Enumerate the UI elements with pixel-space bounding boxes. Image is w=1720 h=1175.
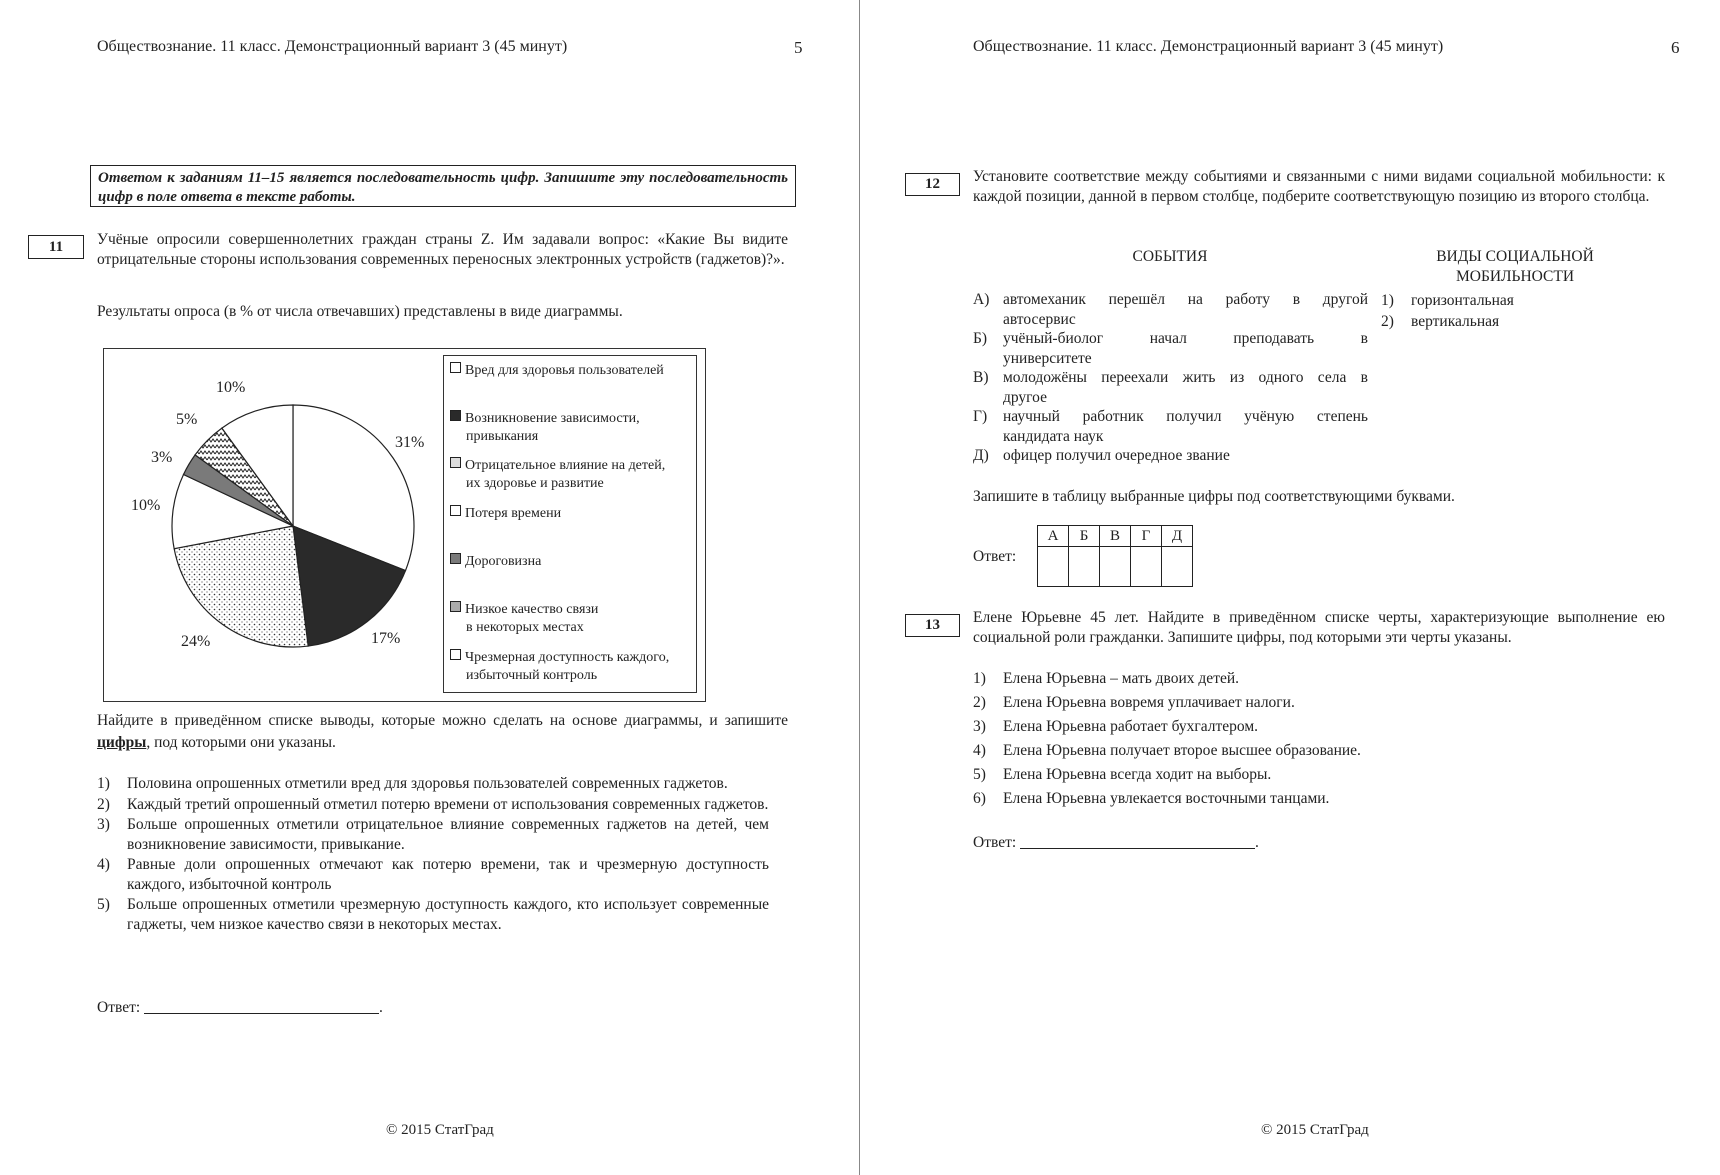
legend-swatch [450, 505, 461, 516]
answer-line[interactable] [1020, 834, 1255, 849]
item-text: Елена Юрьевна вовремя уплачивает налоги. [1003, 694, 1295, 711]
legend-swatch [450, 410, 461, 421]
legend-label: в некоторых местах [466, 620, 584, 635]
mobility-item [1381, 290, 1514, 311]
event-letter: Д) [973, 447, 989, 464]
answer-label: Ответ: [97, 999, 141, 1016]
item-number: 1) [97, 775, 110, 792]
legend-label: избыточный контроль [466, 668, 598, 683]
legend-label: их здоровье и развитие [466, 476, 604, 491]
list-item [973, 667, 1665, 691]
legend-label: Низкое качество связи [465, 602, 599, 617]
event-item [973, 446, 1368, 466]
mobility-list [1381, 290, 1514, 332]
legend-swatch [450, 649, 461, 660]
mobility-text: вертикальная [1411, 313, 1500, 330]
item-text: Елена Юрьевна получает второе высшее образование. [1003, 742, 1361, 759]
item-text: Елена Юрьевна работает бухгалтером. [1003, 718, 1259, 735]
pie-chart [103, 348, 443, 702]
table-header-cell: Б [1069, 526, 1100, 547]
table-instruction: Запишите в таблицу выбранные цифры под соответствующими буквами. [973, 488, 1455, 505]
table-header-cell: В [1100, 526, 1131, 547]
footer-copyright: © 2015 СтатГрад [386, 1122, 494, 1138]
legend-label: Отрицательное влияние на детей, [465, 458, 666, 473]
slice-label: 5% [176, 411, 198, 428]
mobility-header [1400, 247, 1630, 286]
slice-label: 3% [151, 449, 173, 466]
footer-copyright: © 2015 СтатГрад [1261, 1122, 1369, 1138]
event-letter: А) [973, 291, 990, 308]
events-header: СОБЫТИЯ [1132, 248, 1208, 265]
answer-label: Ответ: [973, 548, 1017, 565]
item-number: 3) [973, 718, 986, 735]
mobility-item [1381, 311, 1514, 332]
item-text: Половина опрошенных отметили вред для здоровья пользователей современных гаджетов. [127, 775, 728, 792]
list-item [97, 855, 769, 894]
answer-end: . [1255, 834, 1259, 851]
list-item [97, 795, 769, 815]
event-text: учёный-биолог начал преподавать в [1003, 330, 1368, 347]
legend-swatch [450, 553, 461, 564]
page-header: Обществознание. 11 класс. Демонстрационный вариант 3 (45 минут) [97, 38, 568, 55]
mobility-text: горизонтальная [1411, 292, 1514, 309]
answer-cell[interactable] [1038, 547, 1069, 587]
slice-label: 31% [395, 434, 425, 451]
table-header-cell: Д [1162, 526, 1193, 547]
legend-label: Чрезмерная доступность каждого, [465, 650, 670, 665]
answer-label: Ответ: [973, 834, 1017, 851]
legend-item [450, 505, 690, 523]
event-text: автосервис [1003, 310, 1076, 328]
task-number-box: 12 [905, 173, 960, 196]
legend-item [450, 362, 690, 380]
legend-item [450, 601, 690, 637]
list-item [973, 763, 1665, 787]
slice-label: 24% [181, 633, 211, 650]
item-number: 3) [97, 816, 110, 833]
legend-label: Дороговизна [465, 554, 542, 569]
legend-item [450, 649, 690, 685]
answer-cell[interactable] [1162, 547, 1193, 587]
answer-cell[interactable] [1069, 547, 1100, 587]
results-text: Результаты опроса (в % от числа отвечавших) представлены в виде диаграммы. [97, 303, 623, 320]
page-header: Обществознание. 11 класс. Демонстрационный вариант 3 (45 минут) [973, 38, 1444, 55]
item-text: Больше опрошенных отметили чрезмерную доступность каждого, кто использует современные гаджеты, чем низкое качество связи в некоторых местах. [127, 896, 769, 933]
options-list [973, 667, 1665, 811]
event-item [973, 329, 1368, 368]
page-number: 5 [794, 38, 803, 57]
legend-label: привыкания [466, 429, 539, 444]
events-list [973, 290, 1368, 466]
answer-line[interactable] [144, 999, 379, 1014]
slice-label: 17% [371, 630, 401, 647]
task-text: Учёные опросили совершеннолетних граждан страны Z. Им задавали вопрос: «Какие Вы видите отрицательные стороны использования современных переносных электронных устройств (гаджетов)?». [97, 231, 788, 268]
find-text-end: , под которыми они указаны. [146, 734, 336, 751]
legend-label: Потеря времени [465, 506, 562, 521]
answer-field[interactable] [973, 833, 1259, 853]
slice-label: 10% [216, 379, 246, 396]
item-number: 2) [97, 795, 110, 813]
event-item [973, 368, 1368, 407]
item-number: 4) [97, 856, 110, 873]
legend-swatch [450, 457, 461, 468]
event-letter: В) [973, 369, 989, 386]
list-item [97, 895, 769, 934]
answer-table [1037, 525, 1193, 587]
item-number: 4) [973, 742, 986, 759]
event-text: офицер получил очередное звание [1003, 447, 1230, 464]
find-bold: цифры [97, 734, 147, 751]
task-text: Елене Юрьевне 45 лет. Найдите в приведённом списке черты, характеризующие выполнение ею социальной роли гражданки. Запишите цифры, под которыми эти черты указаны. [973, 609, 1665, 646]
answer-end: . [379, 999, 383, 1016]
mobility-number: 1) [1381, 292, 1394, 309]
event-letter: Г) [973, 408, 988, 425]
event-text: молодожёны переехали жить из одного села в [1003, 369, 1368, 386]
list-item [973, 691, 1665, 715]
find-instruction [97, 710, 788, 754]
list-item [973, 787, 1665, 811]
task-text: Установите соответствие между событиями и связанными с ними видами социальной мобильности: к каждой позиции, данной в первом столбце, подберите соответствующую позицию из второго столбца. [973, 168, 1665, 205]
answer-cell[interactable] [1100, 547, 1131, 587]
event-text: автомеханик перешёл на работу в другой [1003, 291, 1368, 308]
slice-label: 10% [131, 497, 161, 514]
legend-swatch [450, 362, 461, 373]
item-number: 2) [973, 694, 986, 711]
list-item [97, 774, 769, 794]
mobility-header-line: МОБИЛЬНОСТИ [1455, 267, 1575, 285]
legend-item [450, 553, 690, 571]
legend-item [450, 410, 690, 446]
item-text: Равные доли опрошенных отмечают как потерю времени, так и чрезмерную доступность каждого, избыточной контроль [127, 856, 769, 893]
task-number-box: 13 [905, 614, 960, 637]
legend-swatch [450, 601, 461, 612]
event-item [973, 407, 1368, 446]
item-number: 5) [97, 896, 110, 913]
task-number-box: 11 [28, 235, 84, 259]
find-text: Найдите в приведённом списке выводы, которые можно сделать на основе диаграммы, и запишите [97, 712, 788, 729]
item-number: 6) [973, 790, 986, 807]
item-number: 1) [973, 670, 986, 687]
chart-legend [443, 355, 697, 693]
event-letter: Б) [973, 330, 988, 347]
item-text: Елена Юрьевна всегда ходит на выборы. [1003, 766, 1272, 783]
options-list [97, 774, 769, 934]
item-number: 5) [973, 766, 986, 783]
event-text: научный работник получил учёную степень [1003, 408, 1368, 425]
event-text: кандидата наук [1003, 427, 1104, 445]
answer-cell[interactable] [1131, 547, 1162, 587]
list-item [973, 739, 1665, 763]
event-text: университете [1003, 349, 1092, 367]
instruction-notice: Ответом к заданиям 11–15 является последовательность цифр. Запишите эту последовательность цифр в поле ответа в тексте работы. [90, 165, 796, 207]
item-text: Больше опрошенных отметили отрицательное влияние современных гаджетов на детей, чем возникновение зависимости, привыкание. [127, 816, 769, 853]
page-number: 6 [1671, 38, 1680, 57]
event-item [973, 290, 1368, 329]
list-item [97, 815, 769, 854]
event-text: другое [1003, 388, 1047, 406]
table-header-cell: А [1038, 526, 1069, 547]
list-item [973, 715, 1665, 739]
mobility-number: 2) [1381, 313, 1394, 330]
legend-label: Возникновение зависимости, [465, 411, 640, 426]
legend-label: Вред для здоровья пользователей [465, 363, 664, 378]
mobility-header-line: ВИДЫ СОЦИАЛЬНОЙ [1436, 248, 1594, 265]
table-header-cell: Г [1131, 526, 1162, 547]
item-text: Каждый третий опрошенный отметил потерю времени от использования современных гаджетов. [127, 795, 769, 813]
item-text: Елена Юрьевна увлекается восточными танцами. [1003, 790, 1330, 807]
answer-field[interactable] [97, 998, 383, 1018]
item-text: Елена Юрьевна – мать двоих детей. [1003, 670, 1240, 687]
legend-item [450, 457, 690, 493]
